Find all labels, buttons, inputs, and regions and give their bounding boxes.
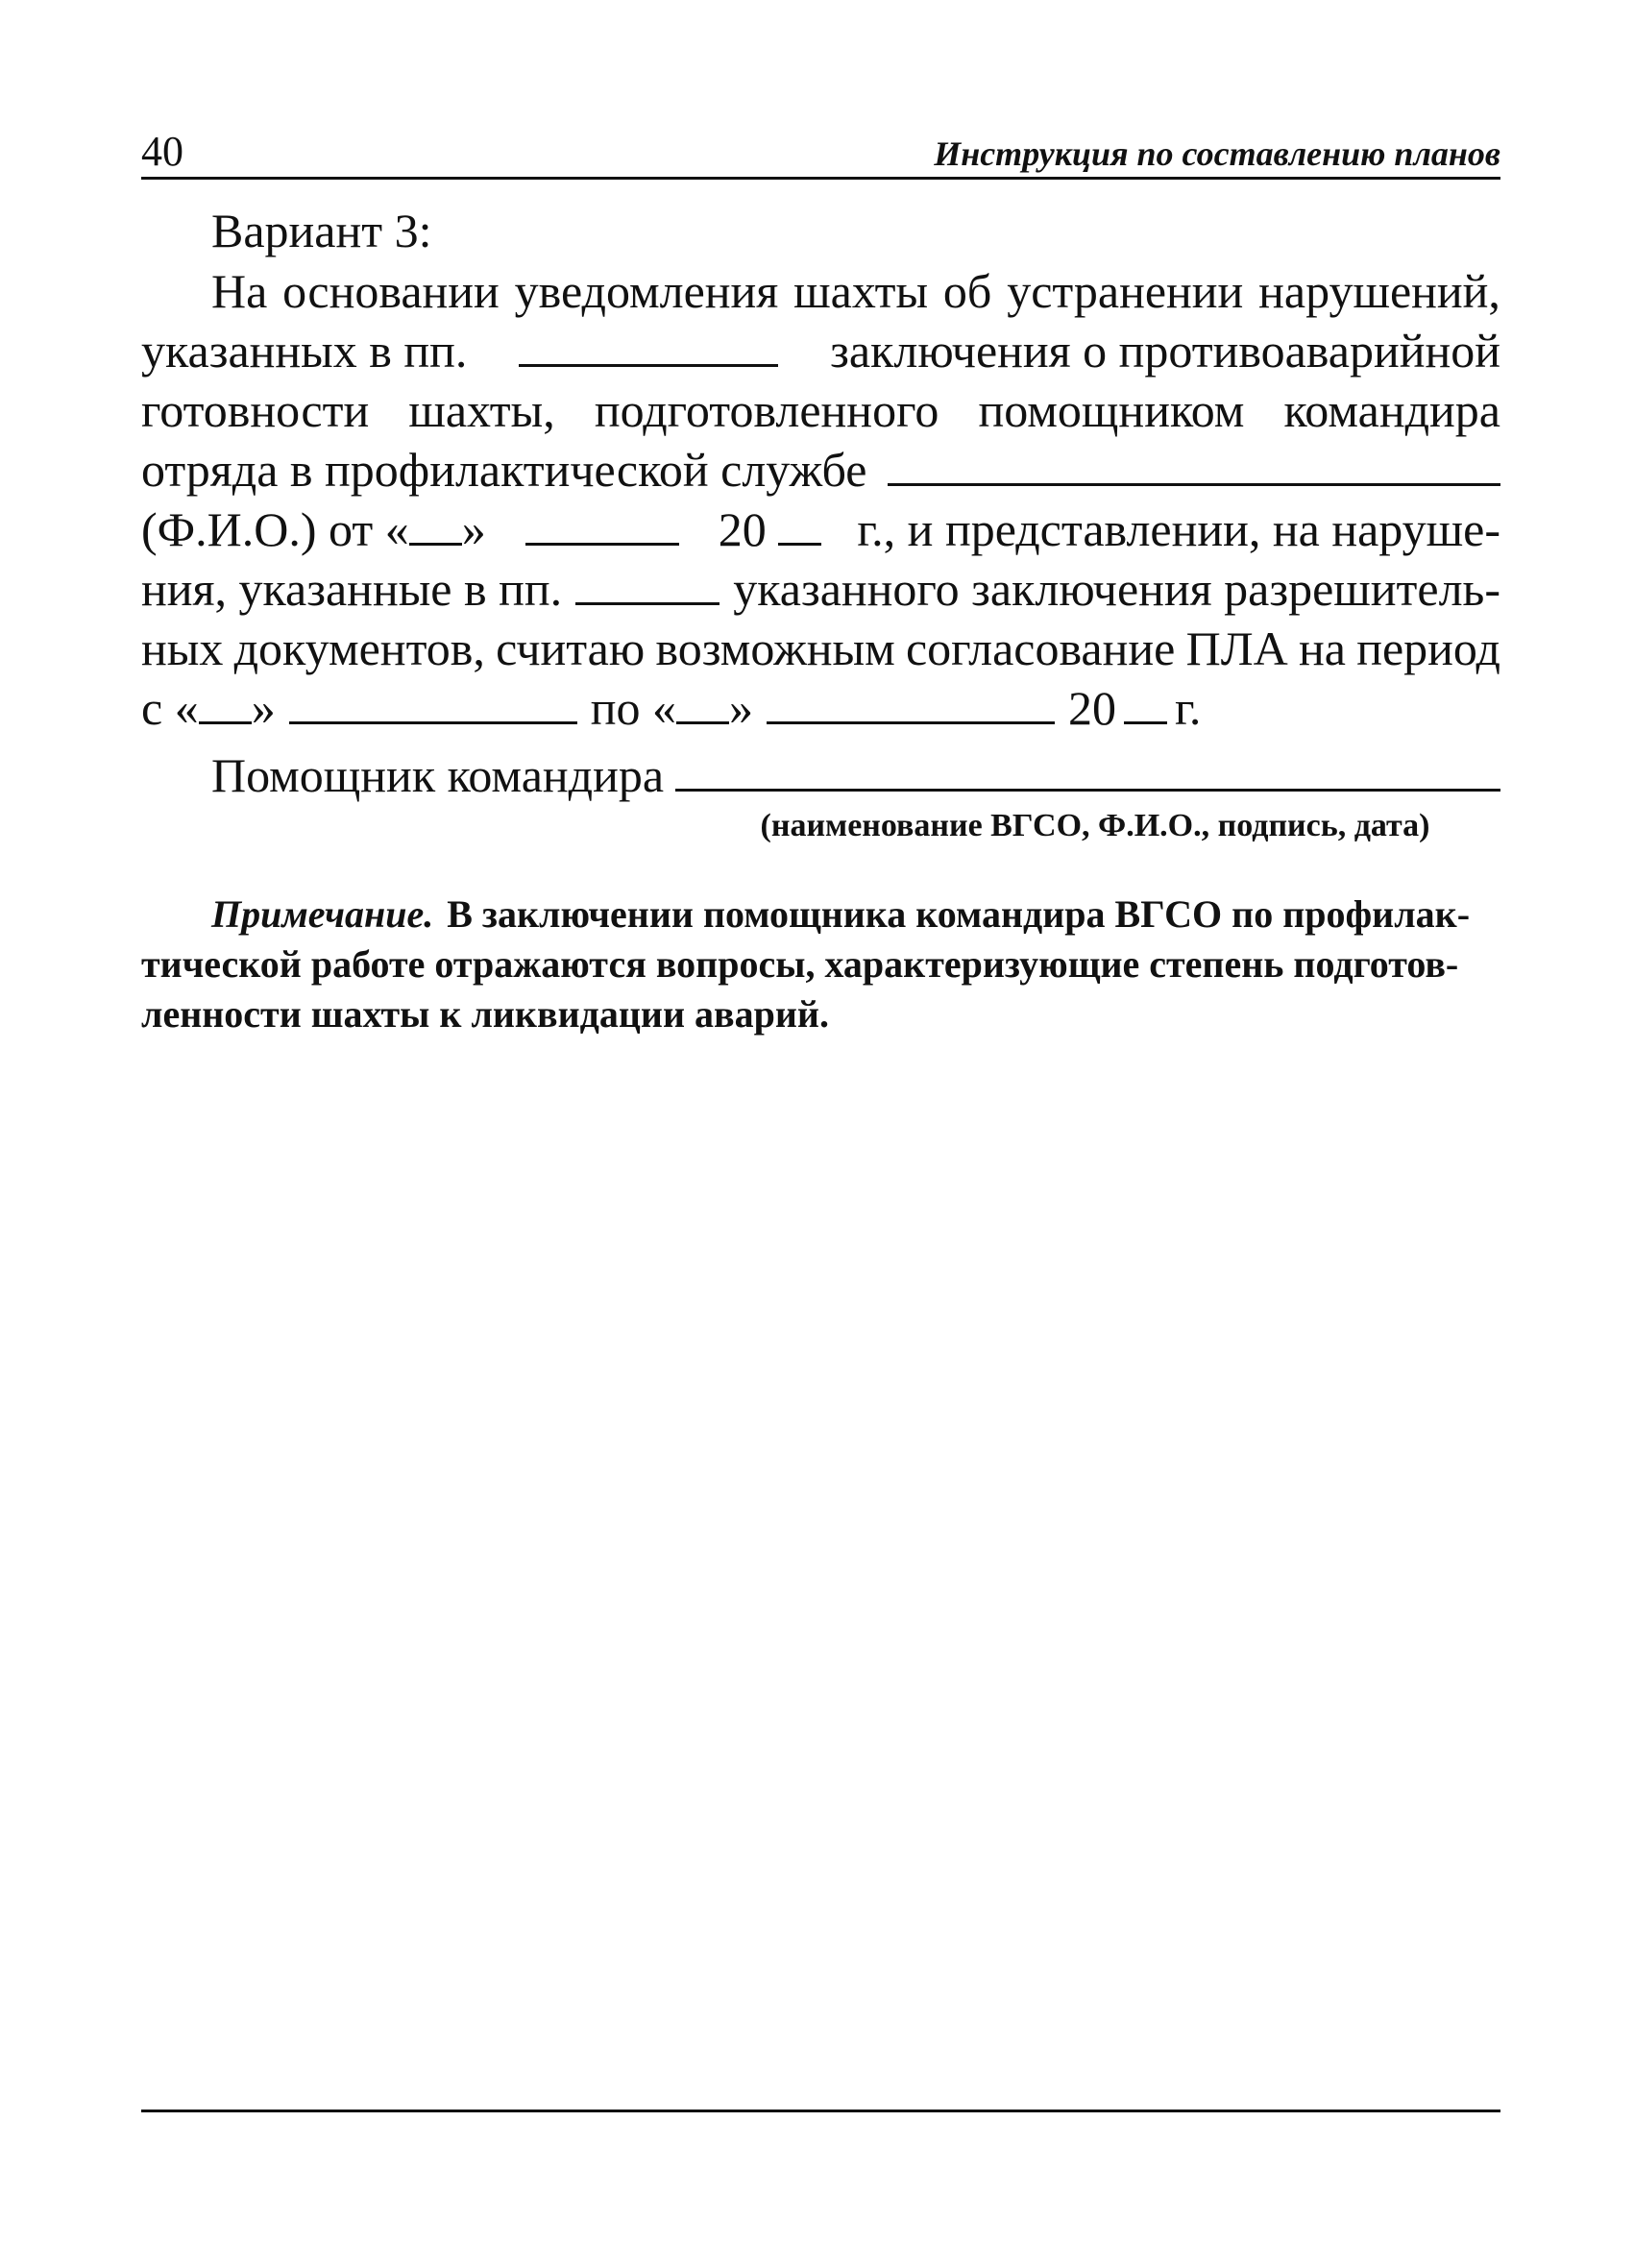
- word: документов,: [233, 622, 485, 675]
- paragraph-line-1: [141, 261, 1500, 321]
- word: согласование: [905, 622, 1176, 675]
- word: уведомления: [514, 264, 779, 318]
- text-fragment: 20: [718, 502, 767, 556]
- blank-from-day-field[interactable]: [199, 683, 252, 724]
- word: готовности: [141, 383, 370, 437]
- word: ных: [141, 622, 224, 675]
- paragraph-line-3: [141, 380, 1500, 440]
- word: шахты,: [408, 383, 555, 437]
- note-line-1: [141, 890, 1500, 939]
- signature-caption: (наименование ВГСО, Ф.И.О., подпись, дата): [760, 808, 1430, 843]
- text-fragment: г.: [1174, 681, 1202, 735]
- signature-row: [211, 745, 1500, 805]
- blank-from-month-field[interactable]: [289, 683, 577, 724]
- text-fragment: указанного заключения разрешитель-: [733, 562, 1500, 616]
- blank-to-year-field[interactable]: [1124, 683, 1167, 724]
- paragraph-line-4: [141, 440, 1500, 500]
- word: помощником: [978, 383, 1245, 437]
- text-fragment: [141, 500, 486, 559]
- word: период: [1356, 622, 1500, 675]
- running-title: Инструкция по составлению планов: [934, 134, 1500, 173]
- text-fragment: ния, указанные в пп.: [141, 562, 563, 616]
- blank-month-field[interactable]: [525, 504, 679, 546]
- main-paragraph: [141, 261, 1500, 738]
- note: [141, 890, 1500, 1039]
- blank-year-field[interactable]: [778, 504, 821, 546]
- blank-items-field-2[interactable]: [575, 564, 719, 605]
- page-number: 40: [141, 128, 183, 175]
- word: ПЛА: [1185, 622, 1288, 675]
- blank-day-field[interactable]: [409, 504, 462, 546]
- word: устранении: [1007, 264, 1244, 318]
- word: на: [1298, 622, 1346, 675]
- paragraph-line-5: [141, 500, 1500, 559]
- word: командира: [1283, 383, 1500, 437]
- footer-rule: [141, 2109, 1500, 2112]
- paragraph-line-7: [141, 619, 1500, 678]
- text-fragment: с «: [141, 681, 199, 735]
- word: подготовленного: [594, 383, 939, 437]
- note-line-3: ленности шахты к ликвидации аварий.: [141, 992, 829, 1036]
- text-fragment: г., и представлении, на наруше-: [857, 502, 1500, 556]
- page-header: [141, 123, 1500, 180]
- text-fragment: »: [461, 502, 486, 556]
- blank-name-field[interactable]: [888, 445, 1500, 486]
- word: основании: [282, 264, 500, 318]
- variant-heading: Вариант 3:: [211, 204, 432, 257]
- paragraph-line-2: [141, 321, 1500, 380]
- paragraph-line-6: [141, 559, 1500, 619]
- text-fragment: заключения о противоаварийной: [830, 324, 1500, 378]
- text-fragment: указанных в пп.: [141, 324, 468, 378]
- blank-to-day-field[interactable]: [676, 683, 729, 724]
- word: На: [211, 264, 268, 318]
- text-fragment: (Ф.И.О.) от «: [141, 502, 409, 556]
- blank-items-field[interactable]: [519, 326, 778, 367]
- text-fragment: »: [728, 681, 753, 735]
- word: об: [942, 264, 992, 318]
- text-fragment: [719, 500, 822, 559]
- note-text: В заключении помощника командира ВГСО по профилак-: [447, 892, 1471, 936]
- word: шахты: [793, 264, 929, 318]
- note-label: Примечание.: [211, 892, 434, 936]
- note-line-2: тической работе отражаются вопросы, характеризующие степень подготов-: [141, 942, 1459, 986]
- text-fragment: »: [251, 681, 276, 735]
- signature-label: Помощник командира: [211, 748, 665, 802]
- text-fragment: отряда в профилактической службе: [141, 443, 867, 497]
- text-fragment: по «: [590, 681, 676, 735]
- paragraph-line-8: [141, 678, 1500, 738]
- word: возможным: [655, 622, 895, 675]
- text-fragment: 20: [1067, 681, 1116, 735]
- word: считаю: [496, 622, 646, 675]
- blank-to-month-field[interactable]: [767, 683, 1055, 724]
- word: нарушений,: [1258, 264, 1500, 318]
- signature-field[interactable]: [675, 746, 1500, 792]
